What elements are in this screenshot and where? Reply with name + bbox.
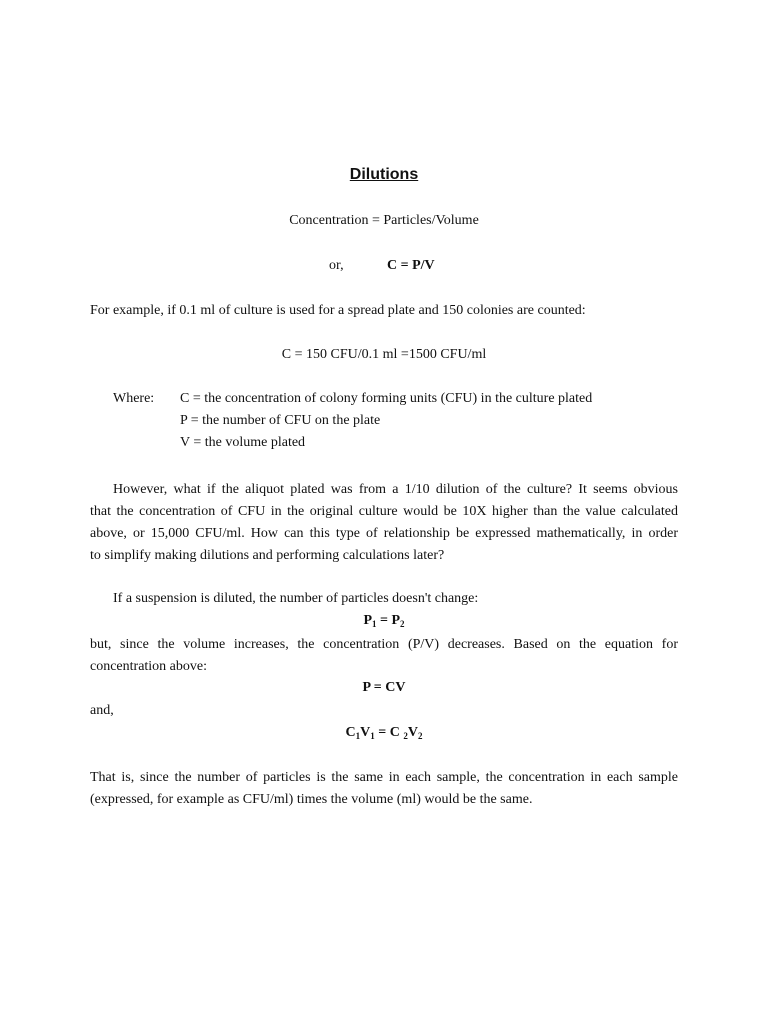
paragraph-line: concentration above: [90, 659, 208, 674]
paragraph-line: to simplify making dilutions and performing calculations later? [90, 548, 445, 563]
c1-symbol: C [345, 725, 356, 740]
v1-symbol: V [360, 725, 371, 740]
p1-symbol: P [363, 613, 372, 628]
p-cv-equation: P = CV [362, 680, 406, 695]
v1-subscript: 1 [370, 731, 375, 741]
c1-subscript: 1 [355, 731, 361, 741]
concentration-definition: Concentration = Particles/Volume [289, 213, 479, 228]
equals-sign: = [376, 613, 392, 628]
example-calculation: C = 150 CFU/0.1 ml =1500 CFU/ml [281, 347, 487, 362]
definition-p: P = the number of CFU on the plate [180, 413, 381, 428]
dilution-equation [0, 724, 768, 742]
paragraph-line: However, what if the aliquot plated was from a 1/10 dilution of the culture? It seems obvious [113, 482, 678, 497]
particles-equation [0, 612, 768, 630]
but-paragraph [90, 634, 678, 678]
definition-c: C = the concentration of colony forming units (CFU) in the culture plated [180, 391, 593, 406]
c2-subscript: 2 [403, 731, 408, 741]
paragraph-line: That is, since the number of particles is the same in each sample, the concentration in each sample [90, 770, 678, 785]
v2-symbol: V [407, 725, 418, 740]
p2-symbol: P [391, 613, 401, 628]
paragraph-line: above, or 15,000 CFU/ml. How can this type of relationship be expressed mathematically, in order [90, 526, 678, 541]
paragraph-line: (expressed, for example as CFU/ml) times the volume (ml) would be the same. [90, 792, 533, 807]
equals-c: = C [374, 725, 404, 740]
short-formula: C = P/V [387, 258, 435, 273]
suspension-text: If a suspension is diluted, the number of particles doesn't change: [113, 591, 479, 606]
conclusion-paragraph [90, 767, 678, 811]
v2-subscript: 2 [417, 731, 423, 741]
p2-subscript: 2 [400, 619, 405, 629]
paragraph-line: that the concentration of CFU in the original culture would be 10X higher than the value calculated [90, 504, 678, 519]
and-label: and, [90, 703, 114, 718]
however-paragraph [90, 479, 678, 567]
where-label: Where: [113, 391, 155, 406]
paragraph-line: but, since the volume increases, the concentration (P/V) decreases. Based on the equation for [90, 637, 678, 652]
example-intro: For example, if 0.1 ml of culture is used for a spread plate and 150 colonies are counted: [90, 303, 586, 318]
page-title: Dilutions [349, 166, 419, 183]
or-label: or, [329, 258, 344, 273]
definition-v: V = the volume plated [180, 435, 306, 450]
p1-subscript: 1 [372, 619, 377, 629]
